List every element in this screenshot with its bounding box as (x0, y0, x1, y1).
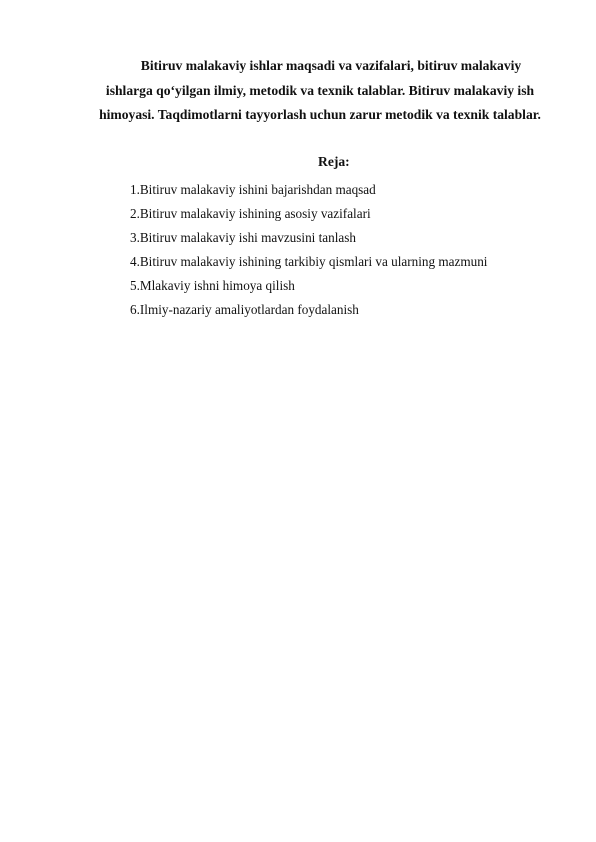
plan-heading: Reja: (318, 154, 350, 169)
plan-item: 6.Ilmiy-nazariy amaliyotlardan foydalanish (130, 302, 359, 317)
plan-list (130, 178, 487, 322)
title-line-1: Bitiruv malakaviy ishlar maqsadi va vazifalari, bitiruv malakaviy (140, 58, 522, 73)
plan-item: 2.Bitiruv malakaviy ishining asosiy vazifalari (130, 206, 371, 221)
plan-item: 4.Bitiruv malakaviy ishining tarkibiy qismlari va ularning mazmuni (130, 254, 488, 269)
document-title (84, 54, 556, 128)
plan-item: 3.Bitiruv malakaviy ishi mavzusini tanlash (130, 230, 356, 245)
title-line-3: himoyasi. Taqdimotlarni tayyorlash uchun zarur metodik va texnik talablar. (99, 107, 541, 122)
title-line-2: ishlarga qo‘yilgan ilmiy, metodik va texnik talablar. Bitiruv malakaviy ish (105, 82, 535, 98)
plan-item: 5.Mlakaviy ishni himoya qilish (130, 278, 295, 293)
plan-item: 1.Bitiruv malakaviy ishini bajarishdan maqsad (130, 182, 376, 197)
